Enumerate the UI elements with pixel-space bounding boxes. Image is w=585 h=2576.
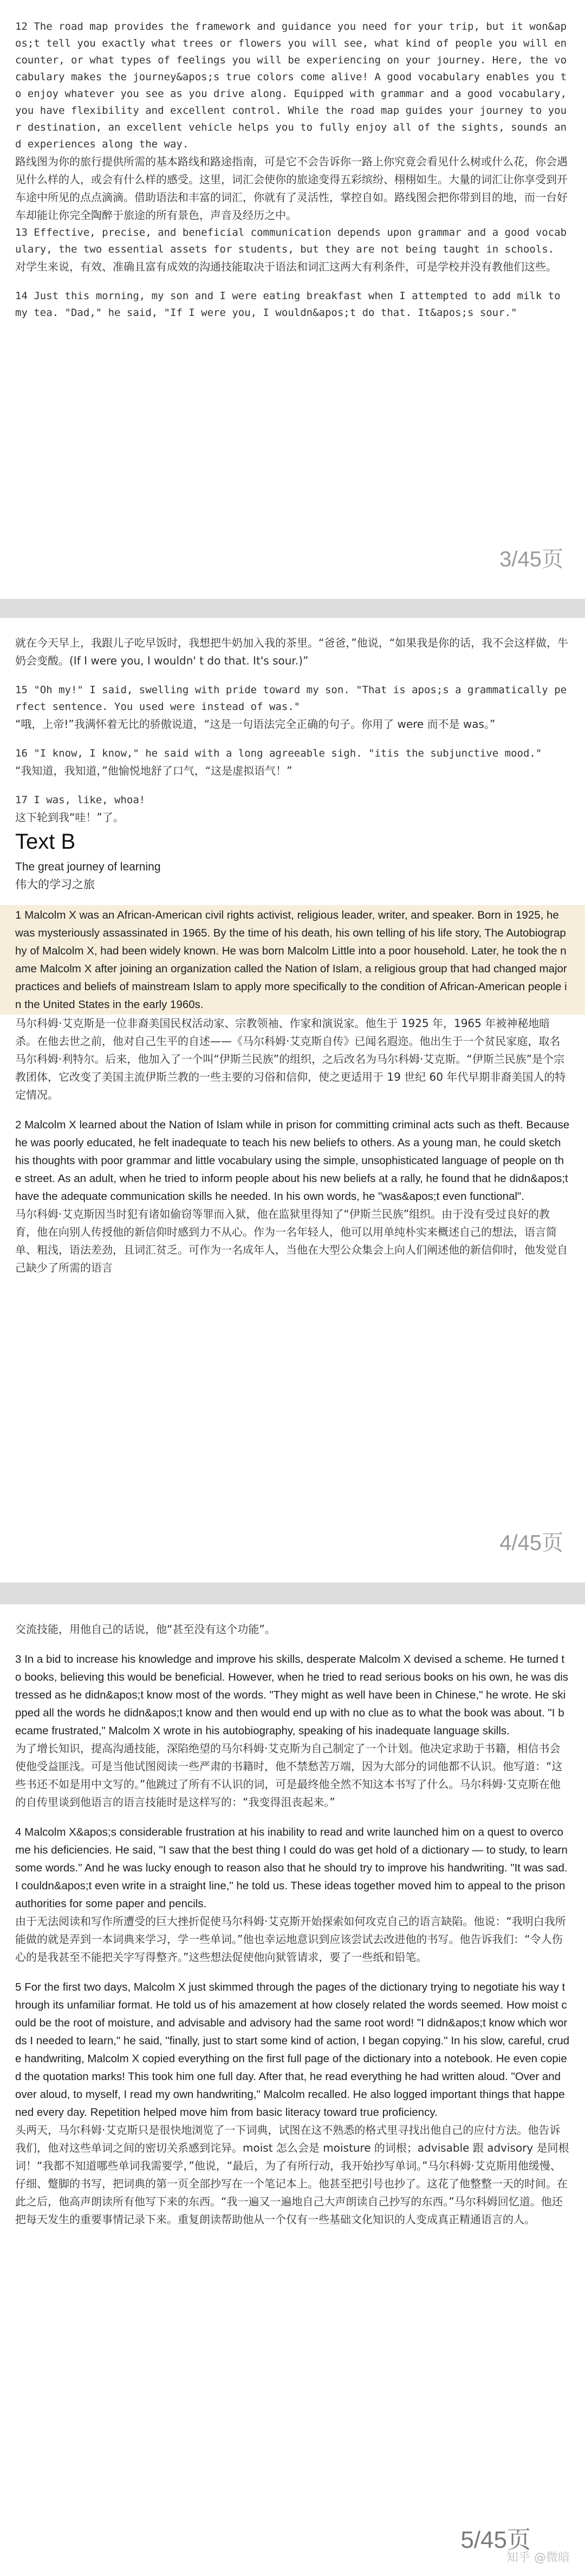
paragraph-b5-english: 5 For the first two days, Malcolm X just skimmed through the pages of the dictionary trying to negotiate his way through its unfamiliar format. He told us of his amazement at how closely related the words seemed. How moist could be the root of moisture, and advisable and advisory had the same root word! "I didn&apos;t know which words I needed to learn," he said, "finally, just to start some kind of action, I began copying." In his slow, careful, crude handwriting, Malcolm X copied everything on the first full page of the dictionary into a notebook. He even copied the quotation marks! This took him one full day. After that, he read everything he had written aloud. "Over and over aloud, to myself, I read my own handwriting," Malcolm recalled. He also logged important things that happened every day. Repetition helped move him from basic literacy toward true proficiency. (15, 1981, 570, 2119)
paragraph-b4-chinese: 由于无法阅读和写作所遭受的巨大挫折促使马尔科姆·艾克斯开始探索如何攻克自己的语言缺陷。他说：“我明白我所能做的就是弄到一本词典来学习，学一些单词。”他也幸运地意识到应该尝试去改进他的书写。他告诉我们：“令人伤心的是我甚至不能把关字写得整齐。”这些想法促使他向狱管请求，要了一些纸和铅笔。 (15, 1915, 566, 1964)
paragraph-14-chinese: 就在今天早上，我跟儿子吃早饭时，我想把牛奶加入我的茶里。“爸爸，”他说，“如果我是你的话，我不会这样做，牛奶会变酸。(If I were you, I wouldn' t do that. It's sour.)” (15, 636, 569, 667)
paragraph-b3-english: 3 In a bid to increase his knowledge and improve his skills, desperate Malcolm X devised a scheme. He turned to books, believing this would be beneficial. However, when he tried to read serious books on his own, he was distressed as he didn&apos;t know most of the words. "They might as well have been in Chinese," he wrote. He skipped all the words he didn&apos;t know and then would end up with no clue as to what the book was about. "I became frustrated," Malcolm X wrote in his autobiography, speaking of his inadequate language skills. (15, 1653, 569, 1737)
paragraph-13-english: 13 Effective, precise, and beneficial communication depends upon grammar and a good vocabulary, the two essential assets for students, but they are not being taught in schools. (15, 227, 567, 255)
paragraph-b4-english: 4 Malcolm X&apos;s considerable frustration at his inability to read and write launched him on a quest to overcome his deficiencies. He said, "I saw that the best thing I could do was get hold of a dictionary — to study, to learn some words." And he was lucky enough to reason also that he should try to improve his handwriting. "It was sad. I couldn&apos;t even write in a straight line," he told us. These ideas together moved him to appeal to the prison authorities for some paper and pencils. (15, 1826, 568, 1910)
page-number: 3/45页 (499, 547, 563, 571)
document-page-4 (0, 618, 585, 1583)
paragraph-b2-chinese-continued: 交流技能，用他自己的话说，他“甚至没有这个功能”。 (15, 1623, 276, 1636)
paragraph-15-english: 15 "Oh my!" I said, swelling with pride toward my son. "That is apos;s a grammatically perfect sentence. You used were instead of was." (15, 684, 567, 713)
paragraph-b2-english: 2 Malcolm X learned about the Nation of Islam while in prison for committing criminal acts such as theft. Because he was poorly educated, he felt inadequate to teach his new beliefs to others. As a young man, he could sketch his thoughts with poor grammar and little vocabulary using the simple, unsophisticated language of people on the street. As an adult, when he tried to inform people about his new beliefs at a rally, he found that he didn&apos;t have the adequate communication skills he needed. In his own words, he "was&apos;t even functional". (15, 1119, 570, 1203)
watermark: 知乎 @微暗 (506, 2551, 570, 2565)
paragraph-17-chinese: 这下轮到我“哇！”了。 (15, 811, 124, 824)
paragraph-15-chinese: “哦，上帝!”我满怀着无比的骄傲说道，“这是一句语法完全正确的句子。你用了 were 而不是 was。” (15, 718, 496, 731)
paragraph-16-english: 16 "I know, I know," he said with a long agreeable sigh. "itis the subjunctive mood." (15, 747, 542, 759)
paragraph-16-chinese: “我知道，我知道，”他愉悦地舒了口气，“这是虚拟语气！” (15, 764, 292, 777)
page-gap (0, 1583, 585, 1604)
section-subtitle-chinese: 伟大的学习之旅 (15, 878, 95, 891)
paragraph-b5-chinese: 头两天，马尔科姆·艾克斯只是很快地浏览了一下词典，试图在这不熟悉的格式里寻找出他自己的应付方法。他告诉我们，他对这些单词之间的密切关系感到诧异。moist 怎么会是 moisture 的词根；advisable 跟 advisory 是同根词！“我都不知道哪些单词我需要学，”他说，“最后，为了有所行动，我开始抄写单词。”马尔科姆·艾克斯用他缓慢、仔细、蹩脚的书写，把词典的第一页全部抄写在一个笔记本上。他甚至把引号也抄了。这花了他整整一天的时间。在此之后，他高声朗读所有他写下来的东西。“我一遍又一遍地自己大声朗读自己抄写的东西。”马尔科姆回忆道。他还把每天发生的重要事情记录下来。重复朗读帮助他从一个仅有一些基础文化知识的人变成真正精通语言的人。 (15, 2123, 569, 2226)
section-subtitle-english: The great journey of learning (15, 861, 161, 873)
paragraph-b1-chinese: 马尔科姆·艾克斯是一位非裔美国民权活动家、宗教领袖、作家和演说家。他生于 1925 年，1965 年被神秘地暗杀。在他去世之前，他对自己生平的自述——《马尔科姆·艾克斯自传》已闻名遐迩。他出生于一个贫民家庭，取名马尔科姆·利特尔。后来，他加入了一个叫“伊斯兰民族”的组织，之后改名为马尔科姆·艾克斯。“伊斯兰民族”是个宗教团体，它改变了美国主流伊斯兰教的一些主要的习俗和信仰，使之更适用于 19 世纪 60 年代早期非裔美国人的特定情况。 (15, 1017, 566, 1101)
paragraph-17-english: 17 I was, like, whoa! (15, 794, 146, 806)
paragraph-14-english: 14 Just this morning, my son and I were eating breakfast when I attempted to add milk to my tea. "Dad," he said, "If I were you, I wouldn&apos;t do that. It&apos;s sour." (15, 290, 561, 319)
paragraph-b2-chinese: 马尔科姆·艾克斯因当时犯有诸如偷窃等罪而入狱，他在监狱里得知了“伊斯兰民族”组织。由于没有受过良好的教育，他在向别人传授他的新信仰时感到力不从心。作为一名年轻人，他可以用单纯朴实来概述自己的想法，语言简单、粗浅，语法差劲，且词汇贫乏。可作为一名成年人，当他在大型公众集会上向人们阐述他的新信仰时，他发觉自己缺少了所需的语言 (15, 1208, 568, 1274)
page-number: 4/45页 (499, 1531, 563, 1555)
paragraph-13-chinese: 对学生来说，有效、准确且富有成效的沟通技能取决于语法和词汇这两大有利条件，可是学校并没有教他们这些。 (15, 260, 557, 273)
paragraph-12-english: 12 The road map provides the framework and guidance you need for your trip, but it won&apos;t tell you exactly what trees or flowers you will see, what kind of people you will encounter, or what types of feelings you will be experiencing on your journey. Here, the vocabulary makes the journey&apos;s true colors come alive! A good vocabulary enables you to enjoy whatever you see as you drive along. Equipped with grammar and a good vocabulary, you have flexibility and excellent control. While the road map guides your journey to your destination, an excellent vehicle helps you to fully enjoy all of the sights, sounds and experiences along the way. (15, 21, 567, 150)
document-page-5 (0, 1604, 585, 2576)
paragraph-12-chinese: 路线图为你的旅行提供所需的基本路线和路途指南，可是它不会告诉你一路上你究竟会看见什么树或什么花，你会遇见什么样的人，或会有什么样的感受。这里，词汇会使你的旅途变得五彩缤纷、栩栩如生。大量的词汇让你享受到开车途中所见的点点滴滴。借助语法和丰富的词汇，你就有了灵活性，掌控自如。路线图会把你带到目的地，而一台好车却能让你完全陶醉于旅途的所有景色，声音及经历之中。 (15, 155, 568, 222)
paragraph-b1-english: 1 Malcolm X was an African-American civil rights activist, religious leader, writer, and speaker. Born in 1925, he was mysteriously assassinated in 1965. By the time of his death, his own telling of his life story, The Autobiography of Malcolm X, had been widely known. He was born Malcolm Little into a poor household. Later, he took the name Malcolm X after joining an organization called the Nation of Islam, a religious group that had changed major practices and beliefs of mainstream Islam to apply more specifically to the condition of African-American people in the United States in the early 1960s. (0, 905, 585, 1015)
document-page-3 (0, 0, 585, 599)
page-gap (0, 599, 585, 618)
paragraph-b3-chinese: 为了增长知识，提高沟通技能，深陷绝望的马尔科姆·艾克斯为自己制定了一个计划。他决定求助于书籍，相信书会使他受益匪浅。可是当他试图阅读一些严肃的书籍时，他不禁愁苦万端，因为大部分的词他都不认识。他写道：“这些书还不如是用中文写的。”他跳过了所有不认识的词，可是最终他全然不知这本书写了什么。马尔科姆·艾克斯在他的自传里谈到他语言的语言技能时是这样写的：“我变得沮丧起来。” (15, 1742, 563, 1809)
page-number: 5/45页 (460, 2527, 531, 2553)
section-title: Text B (15, 830, 76, 854)
